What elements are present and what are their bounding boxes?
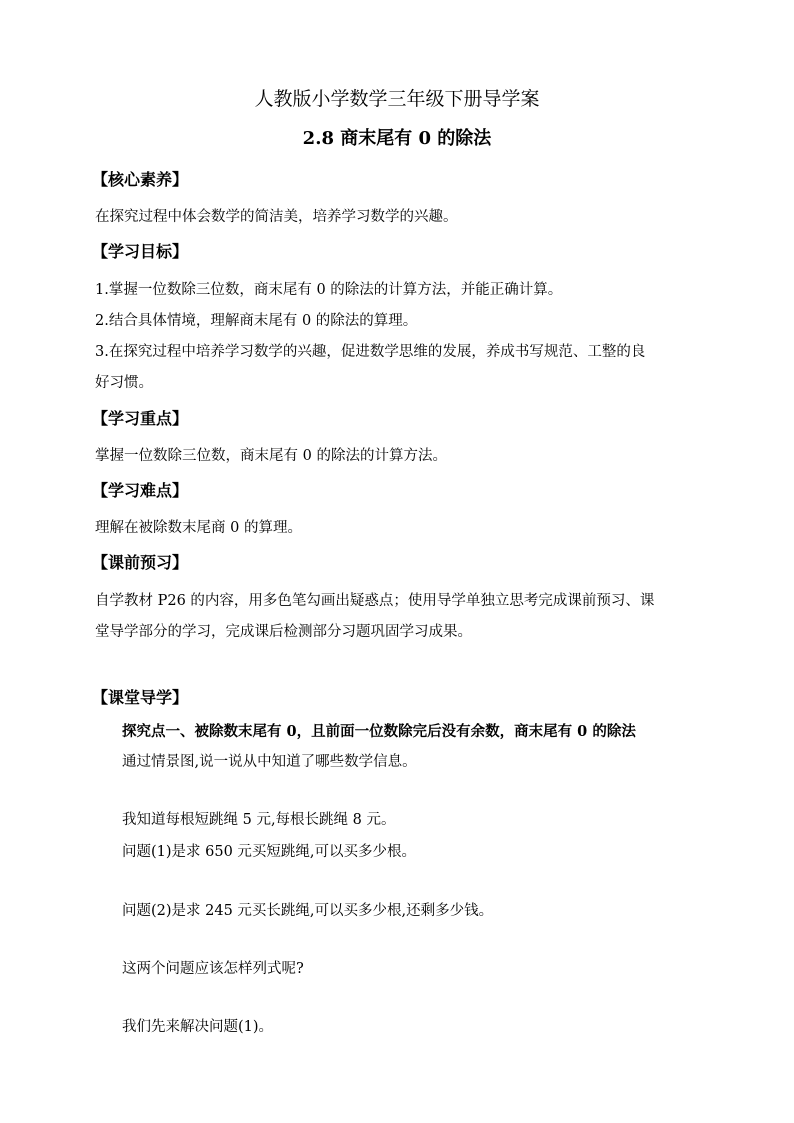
guide-paragraph-5: 这两个问题应该怎样列式呢? <box>122 961 304 977</box>
guide-paragraph-2: 我知道每根短跳绳 5 元,每根长跳绳 8 元。 <box>122 812 396 828</box>
preview-text-line-2: 堂导学部分的学习，完成课后检测部分习题巩固学习成果。 <box>95 624 472 640</box>
objective-item-3-line-1: 3.在探究过程中培养学习数学的兴趣，促进数学思维的发展，养成书写规范、工整的良 <box>95 344 646 360</box>
guide-paragraph-6: 我们先来解决问题(1)。 <box>122 1019 274 1035</box>
guide-paragraph-3: 问题(1)是求 650 元买短跳绳,可以买多少根。 <box>122 844 417 860</box>
heading-core-literacy: 【核心素养】 <box>92 170 189 189</box>
lesson-title: 2.8 商末尾有 0 的除法 <box>302 128 492 149</box>
key-points-text: 掌握一位数除三位数，商末尾有 0 的除法的计算方法。 <box>95 448 447 464</box>
heading-key-points: 【学习重点】 <box>92 409 189 428</box>
core-literacy-text: 在探究过程中体会数学的简洁美，培养学习数学的兴趣。 <box>95 209 458 225</box>
preview-text-line-1: 自学教材 P26 的内容，用多色笔勾画出疑惑点；使用导学单独立思考完成课前预习、课 <box>95 593 655 609</box>
document-title: 人教版小学数学三年级下册导学案 <box>254 88 540 110</box>
objective-item-1: 1.掌握一位数除三位数，商末尾有 0 的除法的计算方法，并能正确计算。 <box>95 282 563 298</box>
objective-item-2: 2.结合具体情境，理解商末尾有 0 的除法的算理。 <box>95 313 418 329</box>
heading-difficulties: 【学习难点】 <box>92 481 189 500</box>
heading-objectives: 【学习目标】 <box>92 242 189 261</box>
explore-point-1-title: 探究点一、被除数末尾有 0，且前面一位数除完后没有余数，商末尾有 0 的除法 <box>122 723 636 740</box>
objective-item-3-line-2: 好习惯。 <box>95 375 153 391</box>
difficulties-text: 理解在被除数末尾商 0 的算理。 <box>95 520 302 536</box>
guide-paragraph-1: 通过情景图,说一说从中知道了哪些数学信息。 <box>122 754 417 770</box>
guide-paragraph-4: 问题(2)是求 245 元买长跳绳,可以买多少根,还剩多少钱。 <box>122 903 494 919</box>
heading-class-guide: 【课堂导学】 <box>92 688 189 707</box>
heading-preview: 【课前预习】 <box>92 553 189 572</box>
